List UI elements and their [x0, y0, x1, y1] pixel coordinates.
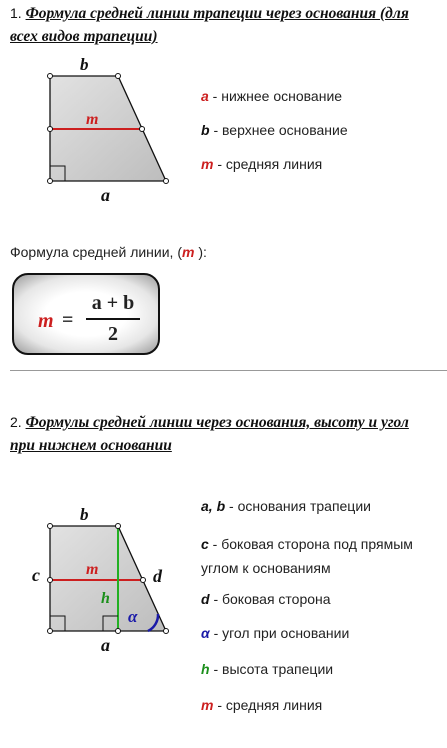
- legend-1-item-m: m - средняя линия: [201, 156, 323, 172]
- vertex-point: [164, 629, 169, 634]
- legend-1-item-a: a - нижнее основание: [201, 88, 343, 104]
- legend-2-item-ab: a, b - основания трапеции: [201, 498, 371, 514]
- vertex-point: [48, 629, 53, 634]
- legend-2-item-h: h - высота трапеции: [201, 661, 334, 677]
- fraction-bar: [86, 318, 140, 320]
- vertex-point: [116, 74, 121, 79]
- formula-denominator: 2: [108, 323, 118, 345]
- trapezoid-diagram-1: [0, 50, 200, 210]
- label-b: b: [80, 505, 89, 524]
- trapezoid-shape: [50, 526, 166, 631]
- formula-numerator: a + b: [91, 292, 135, 314]
- section-1-number: 1.: [10, 5, 22, 21]
- midpoint: [140, 127, 145, 132]
- trapezoid-diagram-2: [0, 498, 200, 658]
- legend-2-item-c: c - боковая сторона под прямым углом к основаниям: [201, 536, 413, 576]
- legend-2-item-d: d - боковая сторона: [201, 591, 331, 607]
- midpoint: [48, 578, 53, 583]
- vertex-point: [116, 629, 121, 634]
- label-a: a: [101, 185, 110, 205]
- label-b: b: [80, 55, 89, 74]
- label-m: m: [86, 111, 99, 128]
- legend-2-item-alpha: α - угол при основании: [201, 625, 350, 641]
- label-h: h: [101, 590, 110, 607]
- section-2-number: 2.: [10, 414, 22, 430]
- midpoint: [141, 578, 146, 583]
- legend-1-item-b: b - верхнее основание: [201, 122, 348, 138]
- formula-box: m = a + b 2: [12, 273, 160, 355]
- vertex-point: [48, 179, 53, 184]
- label-d: d: [153, 566, 162, 586]
- midpoint: [48, 127, 53, 132]
- label-a: a: [101, 635, 110, 655]
- section-2-heading: [10, 411, 430, 457]
- formula-caption: Формула средней линии, (m ):: [10, 244, 207, 260]
- section-divider: [10, 370, 447, 371]
- label-m: m: [86, 561, 99, 578]
- legend-2-item-m: m - средняя линия: [201, 697, 323, 713]
- section-1-title: Формула средней линии трапеции через основания (для всех видов трапеции): [10, 5, 409, 45]
- section-2-title: Формулы средней линии через основания, высоту и угол при нижнем основании: [10, 414, 409, 454]
- label-c: c: [32, 565, 40, 585]
- vertex-point: [48, 74, 53, 79]
- vertex-point: [48, 524, 53, 529]
- vertex-point: [164, 179, 169, 184]
- label-alpha: α: [128, 607, 138, 626]
- section-1-heading: [10, 2, 410, 48]
- vertex-point: [116, 524, 121, 529]
